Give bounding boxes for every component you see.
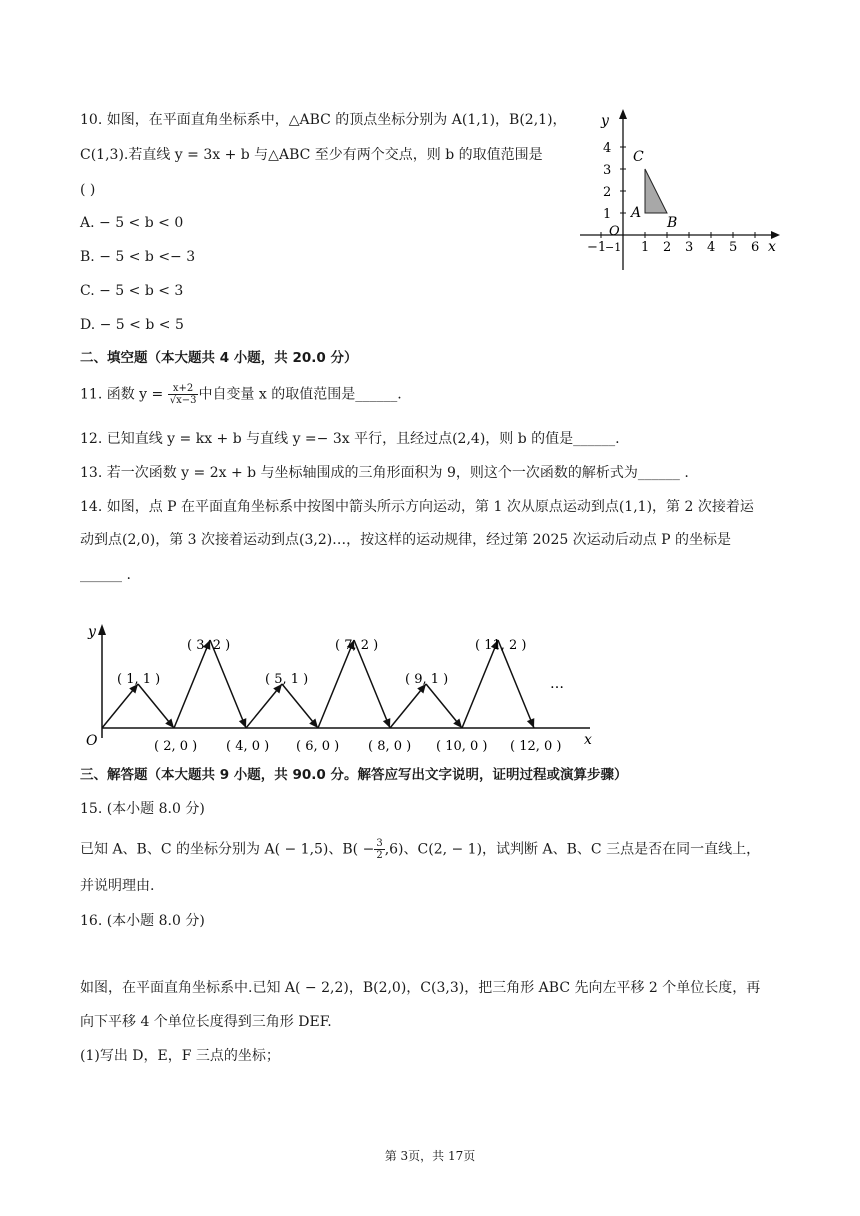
- x-tick-1: 1: [641, 240, 650, 255]
- q11-fraction: [168, 383, 199, 406]
- zigzag-segment: [498, 640, 534, 728]
- q15-line1-part-a: 已知 A、B、C 的坐标分别为 A( − 1,5)、B( −: [80, 841, 375, 858]
- zigzag-segment: [210, 640, 246, 728]
- bottom-label-2-0: ( 2, 0 ): [154, 739, 198, 754]
- q16-header: 16. (本小题 8.0 分): [80, 913, 205, 929]
- top-label-11-2: ( 11, 2 ): [475, 638, 527, 653]
- q14-line2: 动到点(2,0)，第 3 次接着运动到点(3,2)…，按这样的运动规律，经过第 2025 次运动后动点 P 的坐标是: [80, 532, 732, 548]
- y-tick-3: 3: [603, 163, 612, 178]
- q14-line3: ______ .: [80, 567, 131, 583]
- y-axis-label: y: [601, 113, 609, 129]
- bottom-label-4-0: ( 4, 0 ): [226, 739, 270, 754]
- bottom-label-6-0: ( 6, 0 ): [296, 739, 340, 754]
- zigzag-segment: [318, 640, 354, 728]
- zigzag-segment: [174, 640, 210, 728]
- q14-line1: 14. 如图，点 P 在平面直角坐标系中按图中箭头所示方向运动，第 1 次从原点运动到点(1,1)，第 2 次接着运: [80, 499, 754, 515]
- q15-line1-part-b: ,6)、C(2, − 1)，试判断 A、B、C 三点是否在同一直线上，: [384, 841, 761, 858]
- q10-option-d: D. − 5 < b < 5: [80, 317, 184, 333]
- y-tick-4: 4: [603, 141, 612, 156]
- q10-line1: 10. 如图，在平面直角坐标系中，△ABC 的顶点坐标分别为 A(1,1)，B(2,1)，: [80, 112, 567, 128]
- q16-line2: 向下平移 4 个单位长度得到三角形 DEF.: [80, 1014, 332, 1030]
- q14-zigzag-figure: [82, 620, 602, 760]
- q10-coordinate-figure: [575, 105, 790, 275]
- x-axis-label: x: [768, 239, 776, 255]
- q14-x-axis-label: x: [584, 732, 592, 748]
- bottom-label-8-0: ( 8, 0 ): [368, 739, 412, 754]
- q10-line3: ( ): [80, 182, 96, 198]
- bottom-label-12-0: ( 12, 0 ): [510, 739, 562, 754]
- q15-frac-den: 2: [376, 850, 383, 861]
- q16-line1: 如图，在平面直角坐标系中.已知 A( − 2,2)，B(2,0)，C(3,3)，把三角形 ABC 先向左平移 2 个单位长度，再: [80, 980, 761, 996]
- q14-origin-label: O: [86, 733, 98, 749]
- x-tick-3: 3: [685, 240, 694, 255]
- x-tick-5: 5: [729, 240, 738, 255]
- q11-line: [80, 383, 402, 406]
- q15-line1: [80, 838, 760, 861]
- point-c-label: C: [633, 149, 644, 165]
- q10-option-b: B. − 5 < b <− 3: [80, 249, 196, 265]
- x-tick-neg1: −1: [587, 240, 607, 255]
- zigzag-segment: [354, 640, 390, 728]
- section2-title: 二、填空题（本大题共 4 小题，共 20.0 分）: [80, 350, 358, 366]
- top-label-9-1: ( 9, 1 ): [405, 672, 449, 687]
- page-footer: 第 3页，共 17页: [384, 1149, 476, 1163]
- section3-title: 三、解答题（本大题共 9 小题，共 90.0 分。解答应写出文字说明，证明过程或演算步骤）: [80, 767, 628, 783]
- q11-prefix: 11. 函数 y =: [80, 386, 168, 403]
- x-tick-4: 4: [707, 240, 716, 255]
- q15-fraction: [374, 838, 384, 861]
- q10-option-a: A. − 5 < b < 0: [80, 215, 184, 231]
- q13-line: 13. 若一次函数 y = 2x + b 与坐标轴围成的三角形面积为 9，则这个一次函数的解析式为______ .: [80, 465, 689, 481]
- q15-frac-num: 3: [376, 838, 383, 849]
- triangle-abc: [645, 169, 667, 213]
- top-label-1-1: ( 1, 1 ): [117, 672, 161, 687]
- q15-header: 15. (本小题 8.0 分): [80, 801, 205, 817]
- zigzag-ellipsis: …: [550, 676, 564, 692]
- q10-option-c: C. − 5 < b < 3: [80, 283, 184, 299]
- top-label-5-1: ( 5, 1 ): [265, 672, 309, 687]
- q11-frac-den: √x−3: [169, 395, 197, 406]
- y-tick-1: 1: [603, 207, 612, 222]
- q14-y-axis-label: y: [88, 624, 96, 640]
- bottom-label-10-0: ( 10, 0 ): [436, 739, 488, 754]
- point-a-label: A: [631, 205, 642, 221]
- y-tick-neg1: −1: [605, 241, 622, 254]
- origin-label: O: [609, 224, 620, 239]
- q15-line2: 并说明理由.: [80, 878, 155, 894]
- q10-line2: C(1,3).若直线 y = 3x + b 与△ABC 至少有两个交点，则 b 的取值范围是: [80, 147, 543, 163]
- top-label-3-2: ( 3, 2 ): [187, 638, 231, 653]
- q11-frac-num: x+2: [168, 383, 199, 395]
- x-tick-2: 2: [663, 240, 672, 255]
- q12-line: 12. 已知直线 y = kx + b 与直线 y =− 3x 平行，且经过点(2,4)，则 b 的值是______.: [80, 431, 620, 447]
- point-b-label: B: [667, 215, 678, 231]
- q11-suffix: 中自变量 x 的取值范围是______.: [198, 386, 402, 403]
- top-label-7-2: ( 7, 2 ): [335, 638, 379, 653]
- q16-line3: (1)写出 D，E，F 三点的坐标；: [80, 1048, 280, 1064]
- y-tick-2: 2: [603, 185, 612, 200]
- x-tick-6: 6: [751, 240, 760, 255]
- zigzag-segment: [462, 640, 498, 728]
